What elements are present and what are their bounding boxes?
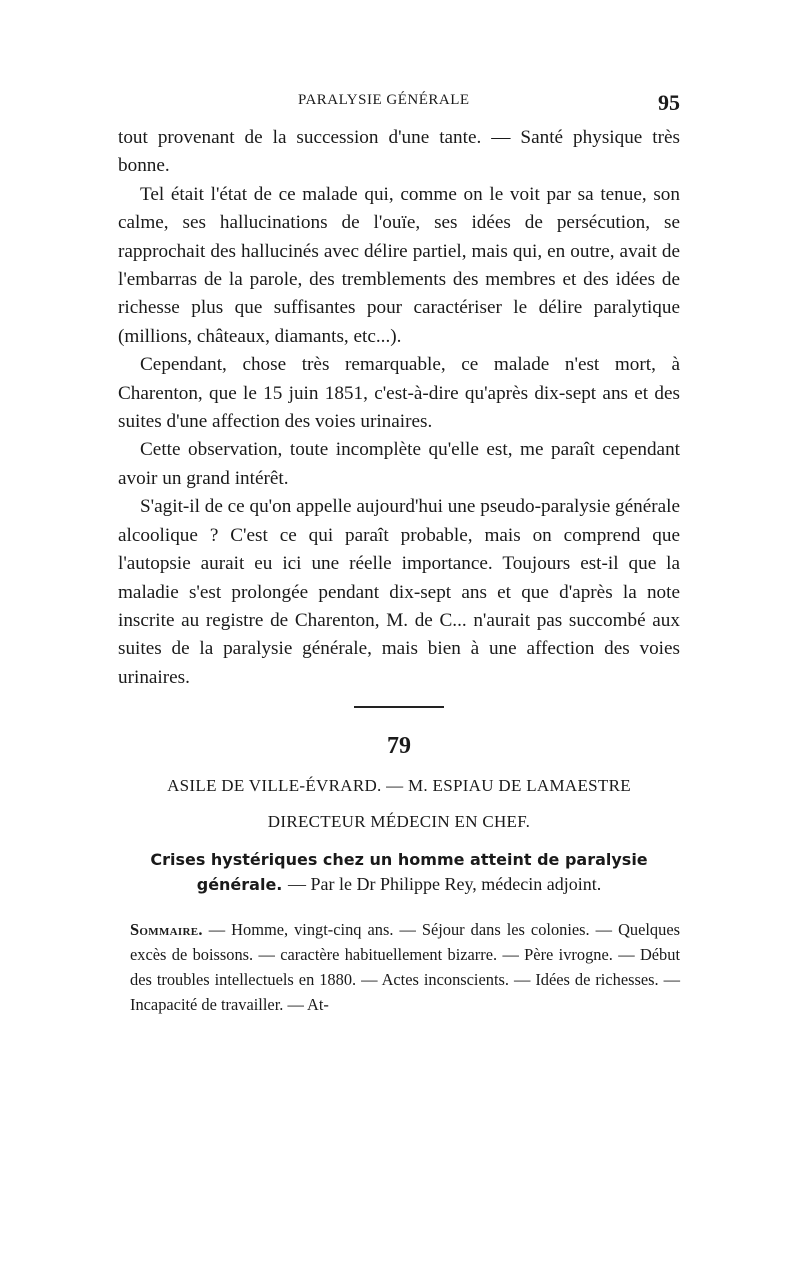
case-author: — Par le Dr Philippe Rey, médecin adjoint. (287, 874, 602, 895)
institution-heading: ASILE DE VILLE-ÉVRARD. — M. ESPIAU DE LAMAESTRE (167, 776, 631, 796)
case-title (118, 848, 680, 897)
director-heading: DIRECTEUR MÉDECIN EN CHEF. (267, 812, 531, 832)
page-header (118, 90, 680, 120)
paragraph-discussion: S'agit-il de ce qu'on appelle aujourd'hui une pseudo-paralysie générale alcoolique ? C'est ce qui paraît probable, mais on comprend que l'autopsie aurait eu ici une réelle importance. Toujours est-il que la maladie s'est prolongée pendant dix-sept ans et que d'après la note inscrite au registre de Charenton, M. de C... n'aurait pas succombé aux suites de la paralysie générale, mais bien à une affection des voies urinaires. (118, 496, 680, 688)
paragraph-death-note: Cependant, chose très remarquable, ce malade n'est mort, à Charenton, que le 15 juin 1851, c'est-à-dire qu'après dix-sept ans et des suites d'une affection des voies urinaires. (118, 354, 680, 433)
paragraph-patient-state: Tel était l'état de ce malade qui, comme on le voit par sa tenue, son calme, ses hallucinations de l'ouïe, ses idées de persécution, se rapprochait des hallucinés avec délire partiel, mais qui, en outre, avait de l'embarras de la parole, des tremblements des membres et des idées de richesse plus que suffisantes pour caractériser le délire paralytique (millions, châteaux, diamants, etc...). (118, 183, 680, 347)
section-divider (354, 706, 444, 708)
case-title-text: Crises hystériques chez un homme atteint de paralysie générale. (150, 850, 648, 895)
observation-number: 79 (387, 733, 411, 760)
running-head: PARALYSIE GÉNÉRALE (298, 92, 470, 108)
page-body (118, 124, 680, 1017)
summary-label: Sommaire. (130, 920, 203, 940)
paragraph-continuation: tout provenant de la succession d'une tante. — Santé physique très bonne. (118, 127, 680, 177)
case-summary (130, 917, 680, 1017)
summary-text: — Homme, vingt-cinq ans. — Séjour dans les colonies. — Quelques excès de boissons. — caractère habituellement bizarre. — Père ivrogne. — Début des troubles intellectuels en 1880. — Actes inconscients. — Idées de richesses. — Incapacité de travailler. — At- (130, 920, 680, 1015)
page-number: 95 (658, 90, 680, 115)
paragraph-observation-interest: Cette observation, toute incomplète qu'elle est, me paraît cependant avoir un grand intérêt. (118, 439, 680, 489)
